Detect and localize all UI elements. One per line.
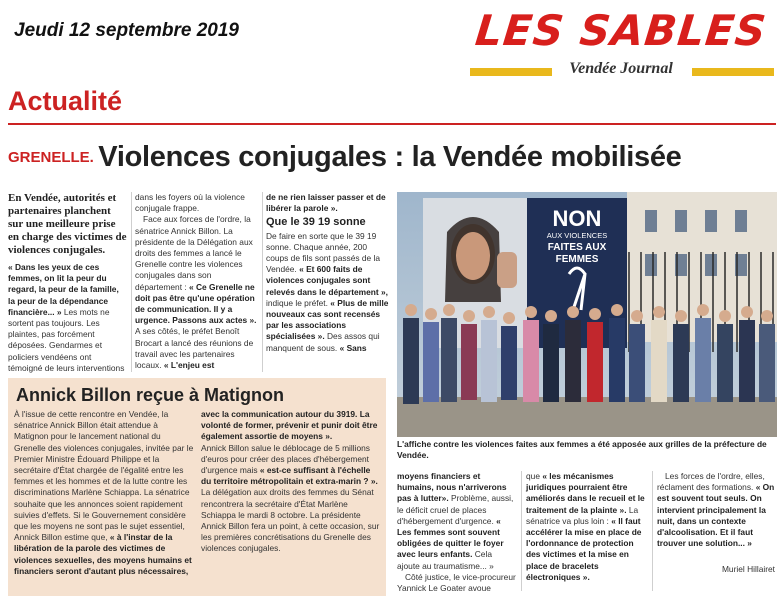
- quote: « Et 600 faits de violences conjugales sont relevés dans le département »,: [266, 264, 388, 297]
- body-text: Les mots ne sortent pas toujours. Les plaintes, pas forcément déposées. Gendarmes et policiers vendéens ont témoigné de leurs interventions: [8, 306, 125, 373]
- photo-illustration: [397, 192, 777, 437]
- article-column-2: [135, 192, 258, 371]
- body-text: De faire en sorte que le 39 19 sonne. Chaque année, 200 coups de fils sont passés de la Vendée.: [266, 230, 381, 275]
- section-title: Actualité: [8, 86, 123, 116]
- body-text: indique le préfet.: [266, 297, 328, 308]
- headline-title: Violences conjugales : la Vendée mobilisée: [98, 141, 682, 173]
- quote: « à l'instar de la libération de la parole des victimes de violences sexuelles, des moyens humains et financiers seront d'autant plus nécessaires,: [14, 532, 192, 576]
- quote: « Dans les yeux de ces femmes, on lit la peur du regard, la peur de la famille, la peur de la dépendance financière... »: [8, 262, 119, 317]
- quote: moyens financiers et humains, nous n'arriverons pas à lutter».: [397, 471, 507, 504]
- poster-line-2: AUX VIOLENCES: [546, 231, 608, 240]
- column-divider: [652, 471, 653, 591]
- body-text: que: [526, 471, 540, 481]
- quote: de ne rien laisser passer et de libérer la parole ».: [266, 192, 386, 214]
- article-column-3: [266, 192, 390, 354]
- quote: « Les femmes sont souvent obligées de quitter le foyer avec leurs enfants.: [397, 515, 504, 560]
- body-text: Annick Billon salue le déblocage de 5 millions d'euros pour créer des places d'hébergement d'urgence mais: [201, 442, 370, 476]
- column-divider: [131, 192, 132, 372]
- body-text: Les forces de l'ordre, elles, réclament des formations.: [657, 471, 765, 493]
- newspaper-logo: [466, 8, 776, 82]
- photo-caption: L'affiche contre les violences faites aux femmes a été apposée aux grilles de la préfecture de Vendée.: [397, 439, 767, 460]
- section-divider: [8, 123, 776, 125]
- article-column-6: [657, 471, 777, 549]
- article-column-4: [397, 471, 517, 594]
- body-text: À l'issue de cette rencontre en Vendée, la sénatrice Annick Billon était attendue à Matignon pour le lancement national du Grenelle des violences conjugales, invitée par le Premier Ministre Édouard Philippe et la secrétaire d'État chargée de l'égalité entre les femmes et les hommes et de la lutte contre les discriminations Marlène Schiappa. La sénatrice souhaite que les annonces soient rapidement suivies d'effets. Si le Gouvernement considère que les moyens ne sont pas le sujet essentiel, Annick Billon estime que,: [14, 409, 194, 543]
- author-signature: Muriel Hillairet: [721, 564, 775, 574]
- issue-date: Jeudi 12 septembre 2019: [14, 20, 239, 41]
- body-text: Côté justice, le vice-procureur Yannick Le Goater avoue: [397, 571, 516, 594]
- column-divider: [262, 192, 263, 372]
- body-text: Face aux forces de l'ordre, la sénatrice Annick Billon. La présidente de la Délégation aux droits des femmes a lancé le Grenelle contre les violences conjugales dans son département :: [135, 214, 253, 292]
- quote: « Ce Grenelle ne doit pas être qu'une opération de communication. Il y a urgence. Passons aux actes ».: [135, 281, 257, 326]
- body-text: dans les foyers où la violence conjugale frappe.: [135, 192, 245, 214]
- poster-line-1: NON: [552, 206, 602, 231]
- body-text: La délégation aux droits des femmes du Sénat rencontrera la secrétaire d'État Marlène Schiappa le mardi 8 octobre. La présidente Annick Billon fera un point, à cette occasion, sur les premières concrétisations du Grenelle des violences conjugales.: [201, 487, 380, 554]
- quote: avec la communication autour du 3919. La volonté de former, prévenir et punir doit être également assortie de moyens ».: [201, 409, 378, 442]
- quote: « Sans: [339, 342, 367, 353]
- column-divider: [521, 471, 522, 591]
- article-lead: En Vendée, autorités et partenaires planchent sur une meilleure prise en charge des victimes de violences conjugales.: [8, 192, 127, 256]
- logo-title: LES SABLES: [473, 6, 770, 55]
- quote: « est-ce suffisant à l'échelle du territoire métropolitain et extra-marin ? ».: [201, 465, 378, 487]
- quote: « Plus de mille nouveaux cas sont recensés par les associations spécialisées ».: [266, 297, 389, 342]
- body-text: La sénatrice va plus loin :: [526, 504, 639, 526]
- body-text: Problème, aussi, le déficit cruel de places d'hébergement d'urgence.: [397, 493, 514, 526]
- poster-line-4: FEMMES: [555, 254, 599, 265]
- quote: « les mécanismes juridiques pourraient être améliorés dans le recueil et le traitement de la plainte ».: [526, 471, 645, 515]
- sidebar-column-2: [201, 409, 381, 555]
- logo-subtitle: Vendée Journal: [569, 60, 673, 77]
- sidebar-title: Annick Billon reçue à Matignon: [16, 385, 285, 405]
- article-photo: [397, 192, 777, 437]
- subheading: Que le 39 19 sonne: [266, 216, 366, 229]
- quote: « Il faut accélérer la mise en place de l'ordonnance de protection des victimes et la mise en place de bracelets électroniques ».: [526, 515, 642, 582]
- body-text: Des assos qui manquent de sous.: [266, 331, 380, 353]
- article-column-1: [8, 262, 128, 374]
- poster-line-3: FAITES AUX: [547, 242, 607, 253]
- body-text: Cela ajoute au traumatisme... »: [397, 549, 494, 571]
- quote: « On est souvent tout seuls. On intervient principalement la nuit, dans un contexte d'alcoolisation. Et il faut trouver une solution... »: [657, 482, 775, 549]
- headline-kicker: GRENELLE.: [8, 149, 94, 166]
- body-text: A ses côtés, le préfet Benoît Brocart a lancé des réunions de travail avec les partenaires locaux.: [135, 326, 254, 371]
- article-column-5: [526, 471, 648, 583]
- sidebar-column-1: [14, 409, 194, 577]
- article-headline: [8, 141, 778, 174]
- quote: « L'enjeu est: [163, 360, 215, 371]
